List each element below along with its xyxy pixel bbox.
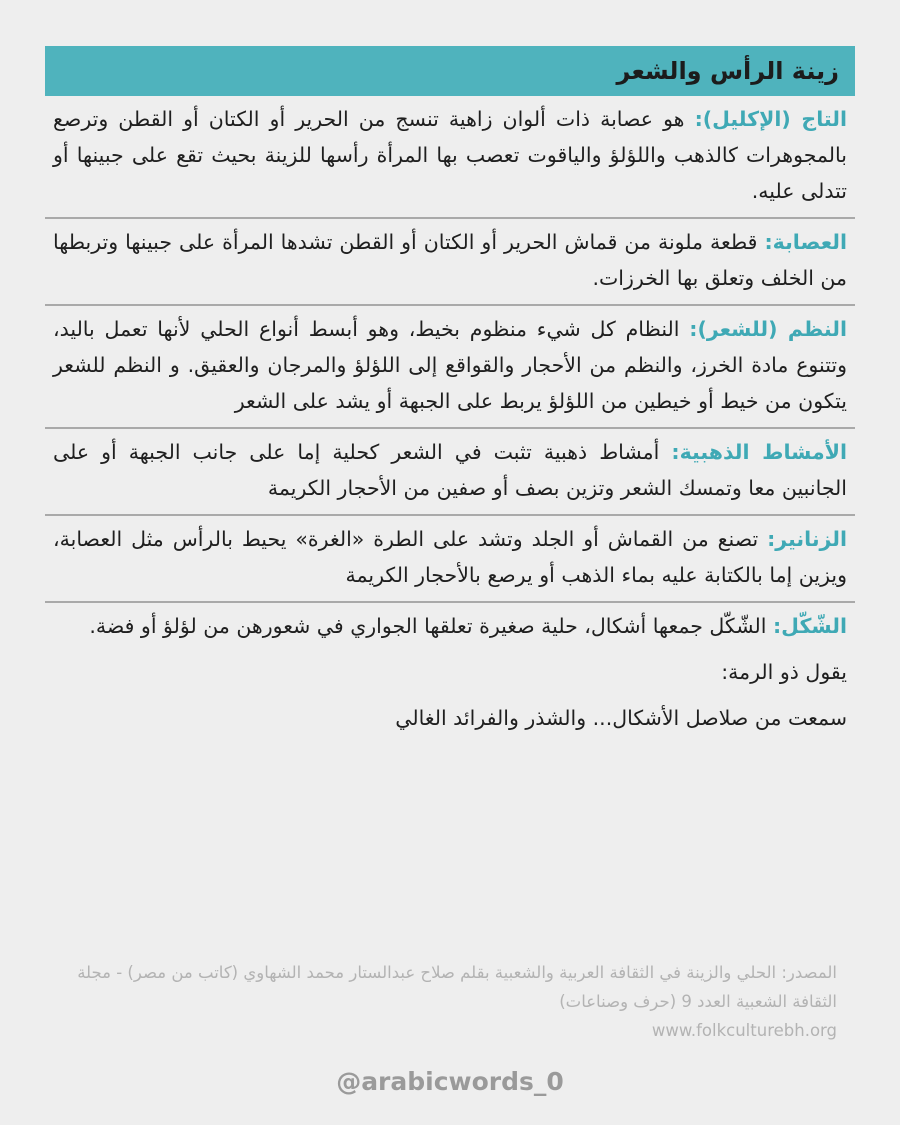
quote-intro: يقول ذو الرمة: [721,660,847,684]
page-title: زينة الرأس والشعر [45,46,855,96]
entry-shakal [45,603,855,744]
entry-gold-combs [45,429,855,516]
entry-term: الأمشاط الذهبية: [671,440,847,464]
entry-term: التاج (الإكليل): [694,107,847,131]
entry-body: النظام كل شيء منظوم بخيط، وهو أبسط أنواع الحلي لأنها تعمل باليد، وتتنوع مادة الخرز، والنظم من الأحجار والقواقع إلى اللؤلؤ والمرجان والعقيق. و النظم للشعر يتكون من خيط أو خيطين من اللؤلؤ يربط على الجبهة أو يشد على الشعر [53,317,847,413]
entry-term: العصابة: [764,230,847,254]
entry-hair-string [45,306,855,429]
entry-term: الزنانير: [767,527,847,551]
source-citation [47,958,837,1045]
entry-text [53,101,847,209]
entry-headband [45,219,855,306]
entry-girdles [45,516,855,603]
entry-body: أمشاط ذهبية تثبت في الشعر كحلية إما على جانب الجبهة أو على الجانبين معا وتمسك الشعر وتزين بصف أو صفين من الأحجار الكريمة [53,440,847,500]
source-url: www.folkculturebh.org [651,1021,837,1040]
quote-verse: سمعت من صلاصل الأشكال... والشذر والفرائد الغالي [395,706,847,730]
entry-crown [45,96,855,219]
entry-text [53,224,847,296]
entry-term: الشّكّل: [772,614,847,638]
entry-text [53,521,847,593]
entry-term: النظم (للشعر): [689,317,847,341]
entry-body: هو عصابة ذات ألوان زاهية تنسج من الحرير أو الكتان أو القطن وترصع بالمجوهرات كالذهب واللؤلؤ والياقوت تعصب بها المرأة رأسها للزينة بحيث تقع على جبينها أو تتدلى عليه. [53,107,847,203]
content-card [45,46,855,744]
entry-text [53,608,847,644]
source-text: المصدر: الحلي والزينة في الثقافة العربية والشعبية بقلم صلاح عبدالستار محمد الشهاوي (كاتب من مصر) - مجلة الثقافة الشعبية العدد 9 (حرف وصناعات) [77,963,837,1011]
entry-body: تصنع من القماش أو الجلد وتشد على الطرة «الغرة» يحيط بالرأس مثل العصابة، ويزين إما بالكتابة عليه بماء الذهب أو يرصع بالأحجار الكريمة [53,527,847,587]
account-handle: @arabicwords_0 [336,1067,564,1096]
entry-body: قطعة ملونة من قماش الحرير أو الكتان أو القطن تشدها المرأة على جبينها وتربطها من الخلف وتعلق بها الخرزات. [53,230,847,290]
entry-text [53,434,847,506]
entry-text [53,311,847,419]
entry-body: الشّكّل جمعها أشكال، حلية صغيرة تعلقها الجواري في شعورهن من لؤلؤ أو فضة. [89,614,773,638]
